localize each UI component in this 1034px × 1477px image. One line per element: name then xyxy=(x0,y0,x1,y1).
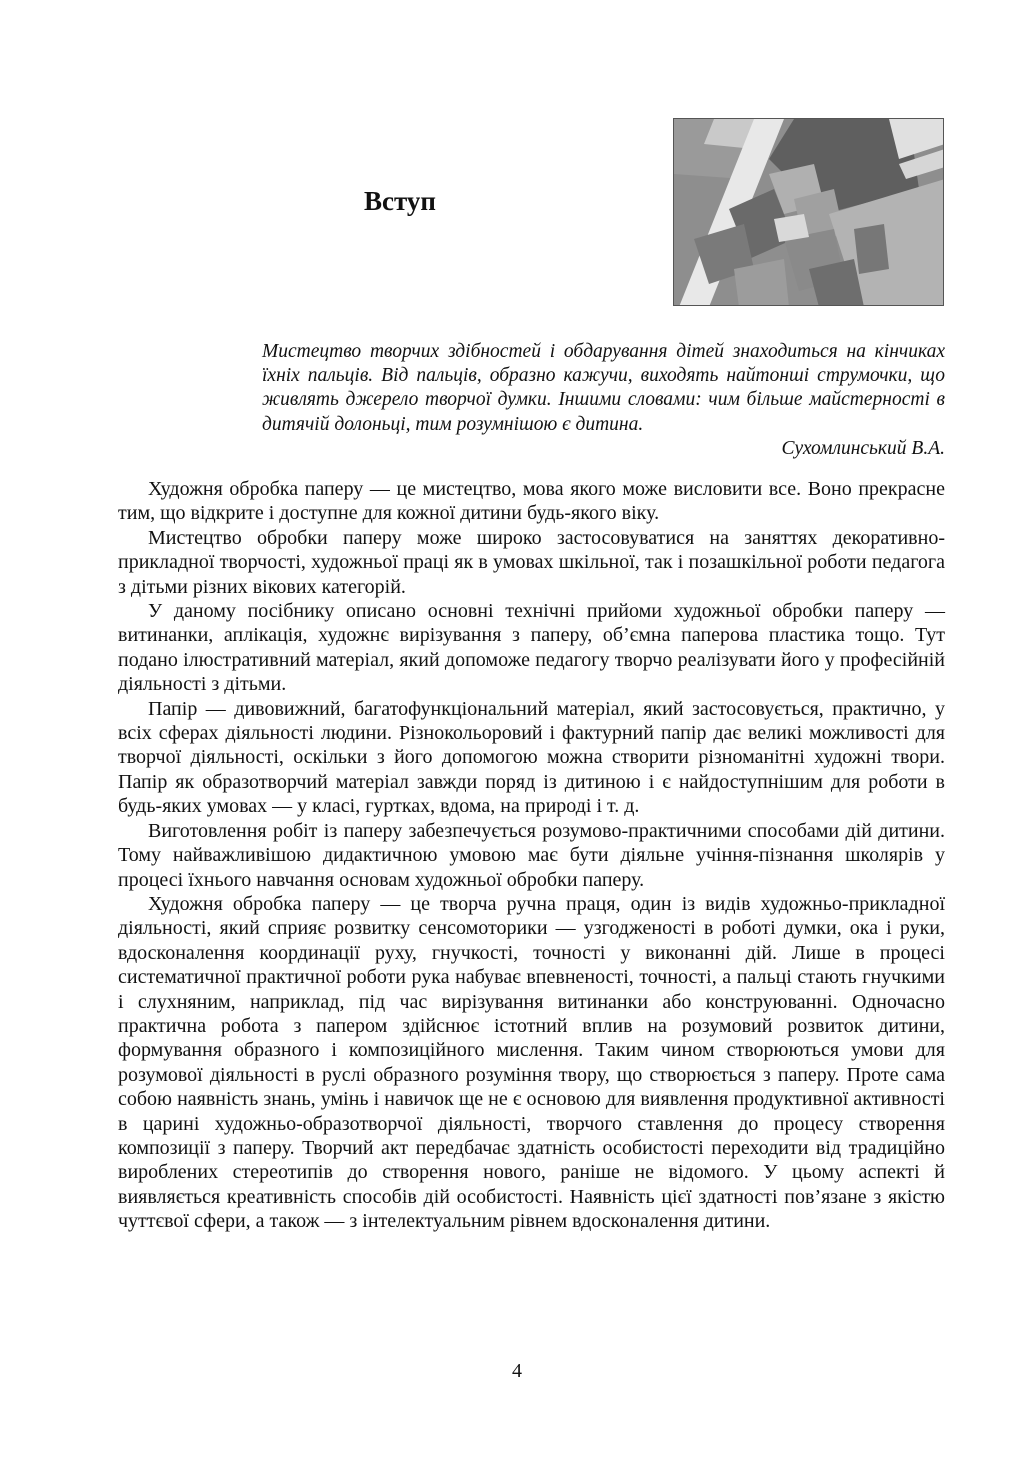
paragraph: У даному посібнику описано основні технічні прийоми художньої обробки паперу — витинанки, аплікація, художнє вирізування з паперу, об’ємна паперова пластика тощо. Тут подано ілюстративний матеріал, який допоможе педагогу творчо реалізувати його у професійній діяльності з дітьми. xyxy=(118,600,945,696)
paragraph: Папір — дивовижний, багатофункціональний матеріал, який застосовується, практично, у всіх сферах діяльності людини. Різнокольоровий і фактурний папір дає великі можливості для творчої діяльності, оскільки з його допомогою можна створити різноманітні художні твори. Папір як образотворчий матеріал завжди поряд із дитиною і є найдоступнішим для роботи в будь-яких умовах — у класі, гуртках, вдома, на природі і т. д. xyxy=(118,697,945,818)
paragraph: Виготовлення робіт із паперу забезпечується розумово-практичними способами дій дитини. Тому найважливішою дидактичною умовою має бути діяльне учіння-пізнання школярів у процесі їхнього навчання основам художньої обробки паперу. xyxy=(118,819,945,891)
paragraph: Мистецтво обробки паперу може широко застосовуватися на заняттях декоративно-прикладної творчості, художньої праці як в умовах шкільної, так і позашкільної роботи педагога з дітьми різних вікових категорій. xyxy=(118,526,945,598)
paper-collage-image xyxy=(673,118,944,306)
epigraph xyxy=(262,340,945,461)
paragraph: Художня обробка паперу — це мистецтво, мова якого може висловити все. Воно прекрасне тим, що відкрите і доступне для кожної дитини будь-якого віку. xyxy=(118,478,945,525)
paragraph: Художня обробка паперу — це творча ручна праця, один із видів художньо-прикладної діяльності, який сприяє розвитку сенсомоторики — узгодженості в роботі думки, ока і руки, вдосконалення координації руху, гнучкості, точності у виконанні дій. Лише в процесі систематичної практичної роботи рука набуває впевненості, точності, а пальці стають гнучкими і слухняним, наприклад, під час вирізування витинанки або конструюванні. Одночасно практична робота з папером здійснює істотний вплив на розумовий розвиток дитини, формування образного і композиційного мислення. Таким чином створюються умови для розумової діяльності в руслі образного розуміння твору, що створюється з паперу. Проте сама собою наявність знань, умінь і навичок ще не є основою для виявлення продуктивної активності в царині художньо-образотворчої діяльності, творчого ставлення до процесу створення композиції з паперу. Творчий акт передбачає здатність особистості переходити від традиційно вироблених стереотипів до створення нового, раніше не відомого. У цьому аспекті й виявляється креативність способів дій особистості. Наявність цієї здатності пов’язане з якістю чуттєвої сфери, а також — з інтелектуальним рівнем вдосконалення дитини. xyxy=(118,892,945,1233)
epigraph-author: Сухомлинський В.А. xyxy=(781,437,945,459)
collage-graphic xyxy=(674,119,944,306)
epigraph-quote: Мистецтво творчих здібностей і обдарування дітей знаходиться на кінчиках їхніх пальців. Від пальців, образно кажучи, виходять найтонші струмочки, що живлять джерело творчої думки. Іншими словами: чим більше майстерності в дитячій долоньці, тим розумнішою є дитина. xyxy=(262,341,945,435)
page-number: 4 xyxy=(512,1360,522,1382)
page-title: Вступ xyxy=(364,186,436,216)
body-text xyxy=(118,477,945,1234)
